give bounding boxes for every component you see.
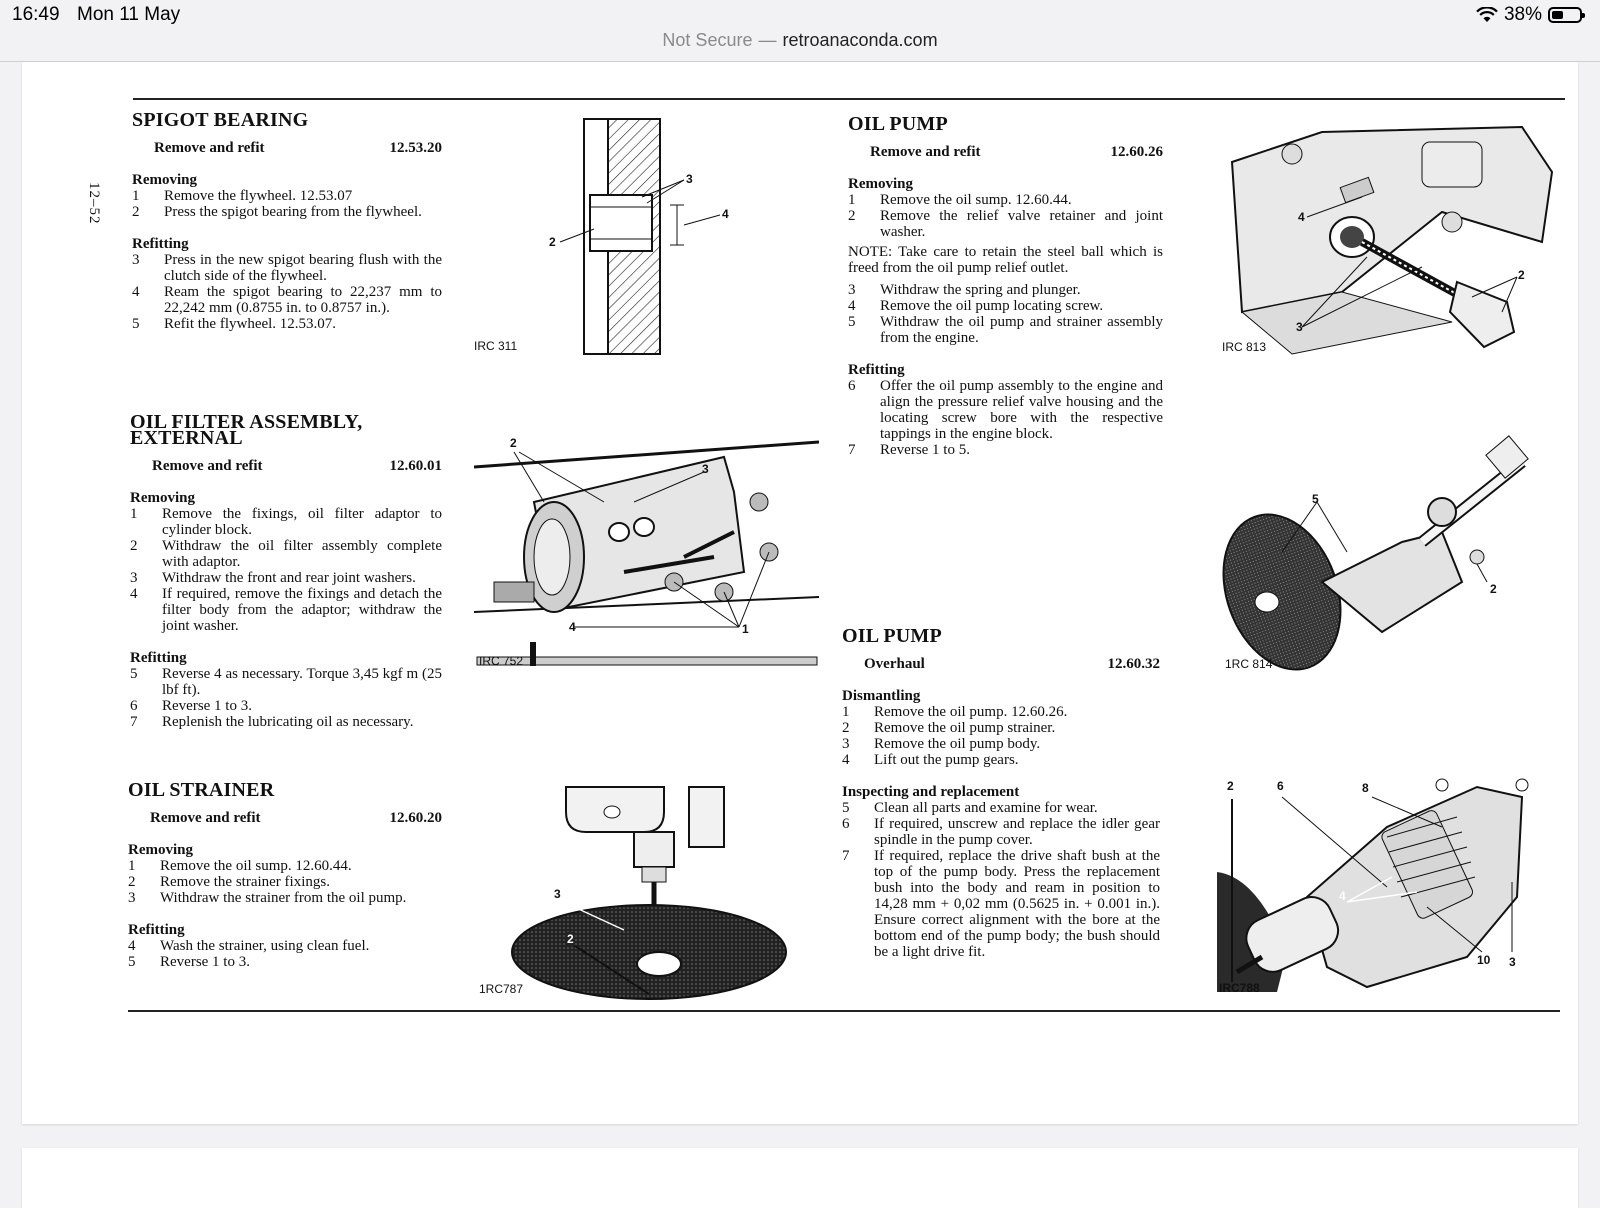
step: 5 Refit the flywheel. 12.53.07. [132,316,337,332]
dismantling-heading: Dismantling [842,688,921,704]
next-page [22,1148,1578,1208]
security-label: Not Secure [662,30,753,50]
step: 3 Withdraw the strainer from the oil pump. [128,890,407,906]
step: 1 Remove the oil sump. 12.60.44. [128,858,352,874]
figure-irc788 [1217,777,1562,1002]
status-bar [0,0,1600,30]
callout-label: 2 [1518,268,1525,282]
step: 2 Press the spigot bearing from the flywheel. [132,204,422,220]
callout-label: 4 [722,207,729,221]
section-title: OIL FILTER ASSEMBLY, EXTERNAL [130,411,363,449]
callout-label: 2 [1227,779,1234,793]
section-title: OIL PUMP [842,625,942,647]
section-oil-strainer [128,779,442,970]
subheading-label: Remove and refit [150,810,261,826]
callout-label: 4 [1298,210,1305,224]
operation-code: 12.53.20 [389,140,442,156]
step: 7 Reverse 1 to 5. [848,442,970,458]
step: 4 If required, remove the fixings and detach the filter body from the adaptor; withdraw the joint washer. [130,586,442,634]
step: 7 Replenish the lubricating oil as necessary. [130,714,414,730]
callout-label: 5 [1312,492,1319,506]
operation-code: 12.60.32 [1107,656,1160,672]
removing-heading: Removing [130,490,195,506]
operation-code: 12.60.20 [389,810,442,826]
figure-irc787 [474,782,824,1002]
callout-label: 3 [1509,955,1516,969]
step: 5 Reverse 1 to 3. [128,954,250,970]
note: NOTE: Take care to retain the steel ball which is freed from the oil pump relief outlet. [848,244,1163,276]
step: 4 Ream the spigot bearing to 22,237 mm to 22,242 mm (0.8755 in. to 0.8757 in.). [132,284,442,316]
step: 1 Remove the fixings, oil filter adaptor to cylinder block. [130,506,442,538]
figure-code: 1RC 814 [1225,657,1273,671]
figure-irc311 [472,117,762,367]
address-bar[interactable] [0,30,1600,62]
callout-label: 3 [554,887,561,901]
oil-strainer-diagram [474,782,824,1002]
step: 2 Withdraw the oil filter assembly complete with adaptor. [130,538,442,570]
removing-heading: Removing [848,176,913,192]
step: 6 Offer the oil pump assembly to the engine and align the pressure relief valve housing and the locating screw bore with the respective tappings in the engine block. [848,378,1163,442]
inspecting-heading: Inspecting and replacement [842,784,1020,800]
step: 1 Remove the oil pump. 12.60.26. [842,704,1068,720]
wifi-icon [1476,7,1498,23]
step: 6 If required, unscrew and replace the idler gear spindle in the pump cover. [842,816,1160,848]
section-oil-pump-overhaul [842,625,1160,960]
step: 2 Remove the oil pump strainer. [842,720,1056,736]
step: 1 Remove the oil sump. 12.60.44. [848,192,1072,208]
battery-percent: 38% [1503,4,1542,25]
section-title: OIL STRAINER [128,779,275,801]
subheading [864,656,1160,672]
url-domain: retroanaconda.com [782,30,938,50]
subheading-label: Remove and refit [870,144,981,160]
callout-label: 2 [510,436,517,450]
removing-heading: Removing [132,172,197,188]
section-oil-filter [130,411,442,730]
step: 3 Press in the new spigot bearing flush with the clutch side of the flywheel. [132,252,442,284]
step: 5 Withdraw the oil pump and strainer assembly from the engine. [848,314,1163,346]
step: 3 Withdraw the spring and plunger. [848,282,1081,298]
url-separator: — [758,30,777,50]
operation-code: 12.60.01 [389,458,442,474]
status-right [1476,4,1582,26]
callout-label: 3 [702,462,709,476]
callout-label: 3 [686,172,693,186]
refitting-heading: Refitting [132,236,189,252]
figure-code: IRC788 [1219,981,1260,995]
refitting-heading: Refitting [130,650,187,666]
step: 2 Remove the relief valve retainer and joint washer. [848,208,1163,240]
oil-filter-diagram [474,432,824,677]
subheading [152,458,442,474]
step: 4 Wash the strainer, using clean fuel. [128,938,370,954]
oil-pump-relief-diagram [1222,122,1567,362]
page-number: 12–52 [86,182,102,225]
figure-code: IRC 752 [479,654,524,668]
figure-irc813 [1222,122,1567,362]
subheading [154,140,442,156]
step: 3 Remove the oil pump body. [842,736,1041,752]
step: 2 Remove the strainer fixings. [128,874,330,890]
subheading-label: Overhaul [864,656,925,672]
battery-icon [1548,7,1582,23]
callout-label: 2 [1490,582,1497,596]
step: 5 Reverse 4 as necessary. Torque 3,45 kgf m (25 lbf ft). [130,666,442,698]
callout-label: 8 [1362,781,1369,795]
callout-label: 6 [1277,779,1284,793]
figure-irc814 [1222,432,1567,677]
status-time: 16:49 [12,4,60,25]
subheading [870,144,1163,160]
section-spigot-bearing [132,109,442,332]
step: 5 Clean all parts and examine for wear. [842,800,1098,816]
figure-code: IRC 311 [474,339,518,353]
step: 1 Remove the flywheel. 12.53.07 [132,188,353,204]
operation-code: 12.60.26 [1110,144,1163,160]
step: 4 Lift out the pump gears. [842,752,1019,768]
subheading-label: Remove and refit [152,458,263,474]
step: 3 Withdraw the front and rear joint washers. [130,570,416,586]
subheading [150,810,442,826]
callout-label: 2 [549,235,556,249]
spigot-bearing-diagram [472,117,762,367]
top-rule [133,98,1565,100]
bottom-rule [128,1010,1560,1012]
callout-label: 4 [1339,889,1346,903]
section-oil-pump [848,113,1163,458]
figure-code: IRC 813 [1222,340,1267,354]
removing-heading: Removing [128,842,193,858]
callout-label: 4 [569,620,576,634]
status-date: Mon 11 May [77,4,181,25]
callout-label: 10 [1477,953,1491,967]
subheading-label: Remove and refit [154,140,265,156]
step: 4 Remove the oil pump locating screw. [848,298,1104,314]
callout-label: 1 [742,622,749,636]
callout-label: 3 [1296,320,1303,334]
section-title: OIL PUMP [848,113,948,135]
document-page [22,62,1578,1124]
step: 7 If required, replace the drive shaft bush at the top of the pump body. Press the replacement bush into the body and ream in position to 14,28 mm + 0,02 mm (0.5625 in. + 0.001 in.). Ensure correct alignment with the bore at the bottom end of the pump body; the bush should be a light drive fit. [842,848,1160,960]
refitting-heading: Refitting [128,922,185,938]
figure-irc752 [474,432,824,677]
section-title: SPIGOT BEARING [132,109,309,131]
figure-code: 1RC787 [479,982,524,996]
oil-pump-strainer-diagram [1222,432,1567,677]
refitting-heading: Refitting [848,362,905,378]
callout-label: 2 [567,932,574,946]
step: 6 Reverse 1 to 3. [130,698,252,714]
